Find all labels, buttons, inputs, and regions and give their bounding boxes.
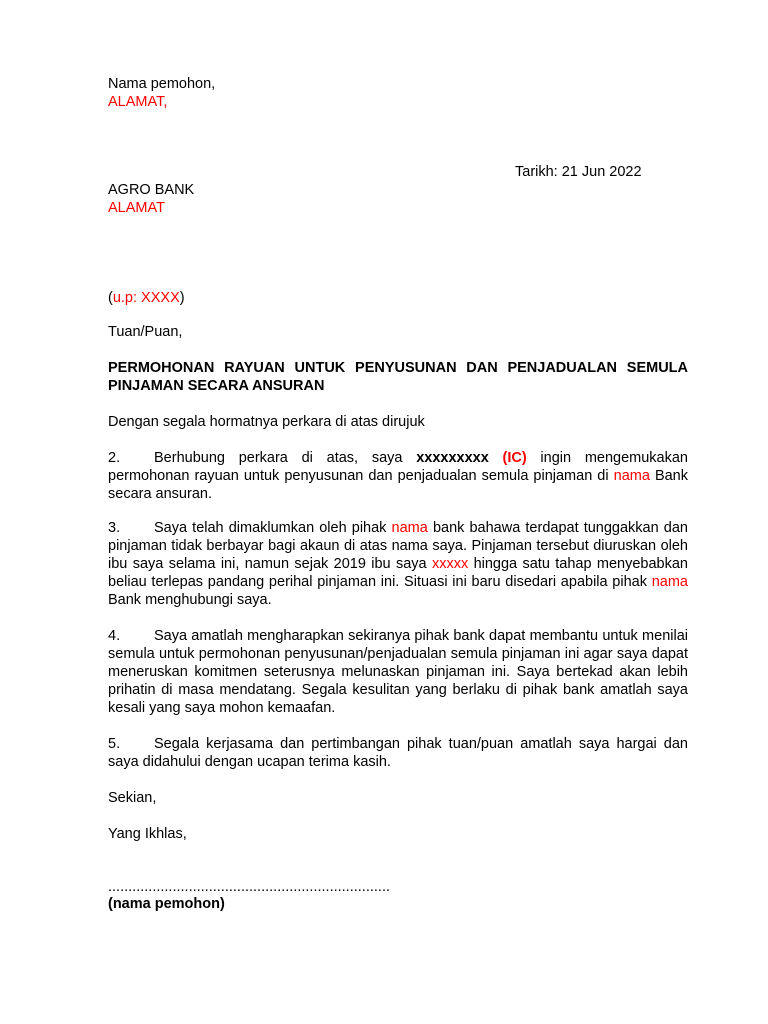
recipient-block xyxy=(108,181,688,217)
letter-date: Tarikh: 21 Jun 2022 xyxy=(515,164,642,180)
paragraph-3 xyxy=(108,519,688,609)
sender-block xyxy=(108,75,688,111)
attention-line xyxy=(108,289,688,307)
sign-off: Yang Ikhlas, xyxy=(108,826,187,842)
para3-text-4: Bank menghubungi saya. xyxy=(108,592,272,608)
recipient-address: ALAMAT xyxy=(108,200,165,216)
sender-address: ALAMAT, xyxy=(108,94,168,110)
para3-text-3: hingga satu tahap menyebabkan beliau terlepas pandang perihal pinjaman ini. Situasi ini baru disedari apabila pihak xyxy=(108,556,688,590)
paragraph-2 xyxy=(108,449,688,503)
para2-text-3: Bank secara ansuran. xyxy=(108,468,688,502)
recipient-name: AGRO BANK xyxy=(108,182,195,198)
attention-label: u.p: XXXX xyxy=(112,290,180,306)
paragraph-5 xyxy=(108,735,688,771)
para4-text: Saya amatlah mengharapkan sekiranya pihak bank dapat membantu untuk menilai semula untuk permohonan penyusunan/penjadualan semula pinjaman ini agar saya dapat meneruskan komitmen seterusnya melunaskan pinjaman ini. Saya bertekad akan lebih prihatin di masa mendatang. Segala kesulitan yang berlaku di pihak bank amatlah saya kesali yang saya mohon kemaafan. xyxy=(108,628,688,716)
ic-placeholder: (IC) xyxy=(488,450,527,466)
para2-text-2: ingin mengemukakan permohonan rayuan untuk penyusunan dan penjadualan semula pinjaman di xyxy=(108,450,688,484)
signature-line: ...................................................................... xyxy=(108,879,390,895)
subject-heading: PERMOHONAN RAYUAN UNTUK PENYUSUNAN DAN PENJADUALAN SEMULA PINJAMAN SECARA ANSURAN xyxy=(108,360,688,394)
opening-line: Dengan segala hormatnya perkara di atas dirujuk xyxy=(108,414,425,430)
para4-number: 4. xyxy=(108,628,121,644)
para5-number: 5. xyxy=(108,736,121,752)
name-placeholder: xxxxxxxxx xyxy=(416,450,489,466)
para2-number: 2. xyxy=(108,450,121,466)
bank-name-placeholder: nama xyxy=(651,574,688,590)
para2-text-1: Berhubung perkara di atas, saya xyxy=(154,450,417,466)
closing-line: Sekian, xyxy=(108,790,157,806)
x-placeholder: xxxxx xyxy=(431,556,469,572)
signer-name: (nama pemohon) xyxy=(108,896,225,912)
para3-text-2: bank bahawa terdapat tunggakkan dan pinjaman tidak berbayar bagi akaun di atas nama saya. Pinjaman tersebut diuruskan oleh ibu saya selama ini, namun sejak 2019 ibu saya xyxy=(108,520,688,572)
attention-open: ( xyxy=(108,290,113,306)
bank-name-placeholder: nama xyxy=(613,468,650,484)
paragraph-4 xyxy=(108,627,688,717)
para3-number: 3. xyxy=(108,520,121,536)
attention-close: ) xyxy=(179,290,185,306)
bank-name-placeholder: nama xyxy=(391,520,428,536)
sender-name: Nama pemohon, xyxy=(108,76,216,92)
para5-text: Segala kerjasama dan pertimbangan pihak tuan/puan amatlah saya hargai dan saya didahului dengan ucapan terima kasih. xyxy=(108,736,688,770)
salutation: Tuan/Puan, xyxy=(108,324,183,340)
para3-text-1: Saya telah dimaklumkan oleh pihak xyxy=(154,520,392,536)
